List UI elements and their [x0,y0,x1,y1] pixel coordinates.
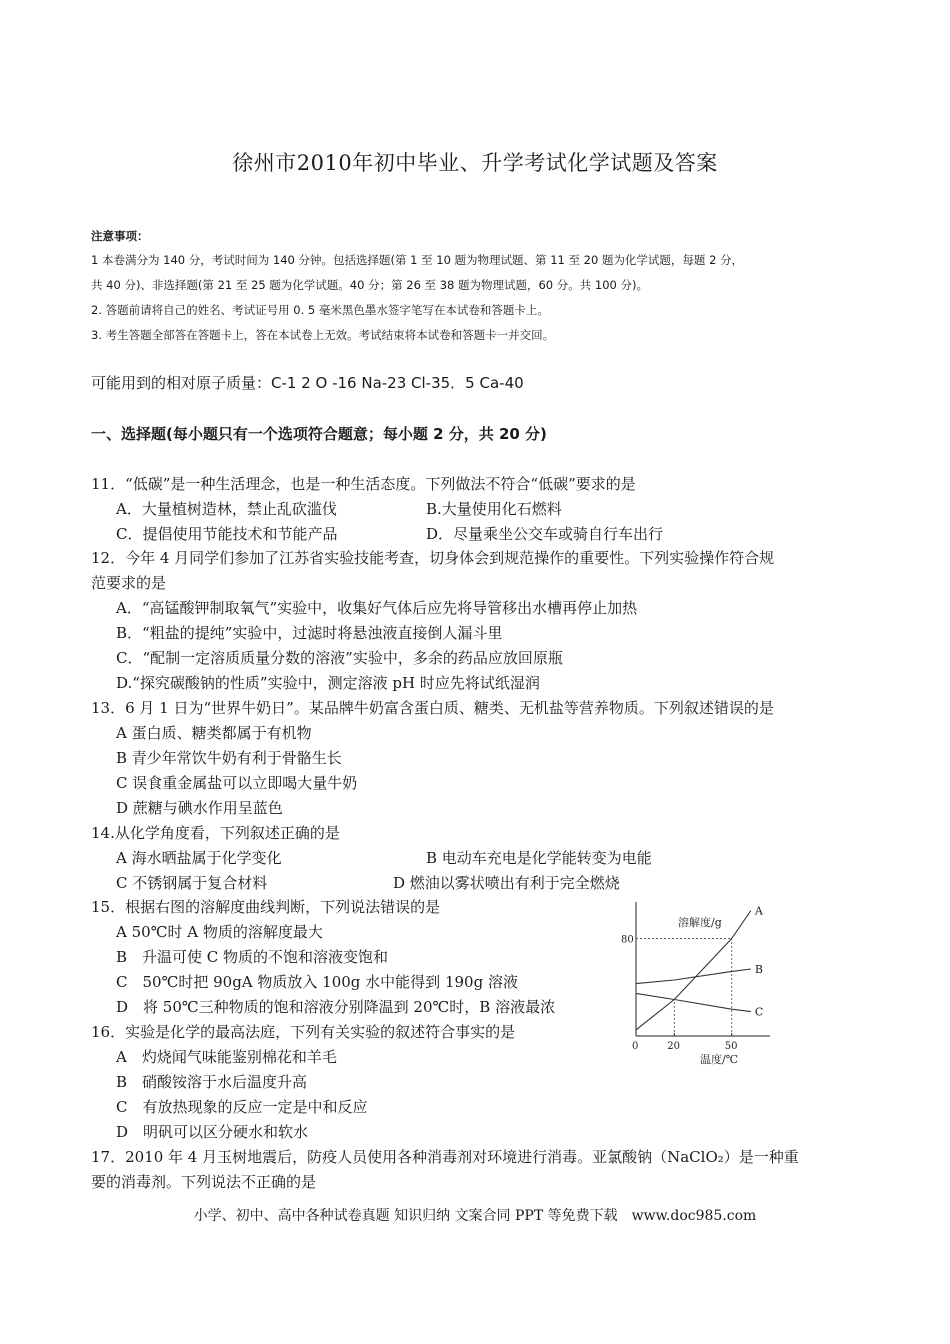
q11-option-d: D．尽量乘坐公交车或骑自行车出行 [426,525,664,543]
y-tick-label-80: 80 [621,934,634,946]
atomic-mass-line: 可能用到的相对原子质量：C-1 2 O -16 Na-23 Cl-35．5 Ca-40 [91,374,524,392]
q16-stem: 16．实验是化学的最高法庭，下列有关实验的叙述符合事实的是 [91,1023,516,1041]
q16-option-a: A 灼烧闻气味能鉴别棉花和羊毛 [116,1048,337,1066]
note-line-1: 1 本卷满分为 140 分，考试时间为 140 分钟。包括选择题(第 1 至 10 题为物理试题、第 11 至 20 题为化学试题，每题 2 分， [91,253,744,267]
q15-option-d: D 将 50℃三种物质的饱和溶液分别降温到 20℃时，B 溶液最浓 [116,998,556,1016]
q16-option-b: B 硝酸铵溶于水后温度升高 [116,1073,308,1091]
q13-option-b: B 青少年常饮牛奶有利于骨骼生长 [116,749,342,767]
note-line-4: 3. 考生答题全部答在答题卡上，答在本试卷上无效。考试结束将本试卷和答题卡一并交回。 [91,328,555,342]
chart-xlabel: 温度/℃ [700,1053,739,1066]
q15-option-b: B 升温可使 C 物质的不饱和溶液变饱和 [116,948,389,966]
x-tick-label-50: 50 [724,1041,738,1052]
q12-option-a: A．“高锰酸钾制取氧气”实验中，收集好气体后应先将导管移出水槽再停止加热 [116,599,638,617]
q14-option-b: B 电动车充电是化学能转变为电能 [426,849,652,867]
notes-heading: 注意事项： [91,229,149,243]
q13-option-d: D 蔗糖与碘水作用呈蓝色 [116,799,283,817]
q13-option-a: A 蛋白质、糖类都属于有机物 [116,724,312,742]
q12-option-b: B．“粗盐的提纯”实验中，过滤时将悬浊液直接倒人漏斗里 [116,624,503,642]
q12-option-d: D.“探究碳酸钠的性质”实验中，测定溶液 pH 时应先将试纸湿润 [116,674,540,692]
chart-title: 溶解度/g [678,916,722,929]
note-line-3: 2. 答题前请将自己的姓名、考试证号用 0. 5 毫米黑色墨水签字笔写在本试卷和答题卡上。 [91,303,549,317]
q14-stem: 14.从化学角度看，下列叙述正确的是 [91,824,340,842]
q14-option-c: C 不锈钢属于复合材料 [116,874,268,892]
q12-stem-line2: 范要求的是 [91,574,167,592]
q12-option-c: C．“配制一定溶质质量分数的溶液”实验中，多余的药品应放回原瓶 [116,649,563,667]
series-line-B [636,969,751,984]
q13-option-c: C 误食重金属盐可以立即喝大量牛奶 [116,774,358,792]
q15-option-a: A 50℃时 A 物质的溶解度最大 [116,923,323,941]
q12-stem-line1: 12．今年 4 月同学们参加了江苏省实验技能考查，切身体会到规范操作的重要性。下列实验操作符合规 [91,549,775,567]
note-line-2: 共 40 分)、非选择题(第 21 至 25 题为化学试题。40 分；第 26 至 38 题为物理试题，60 分。共 100 分)。 [91,278,649,292]
page-title: 徐州市2010年初中毕业、升学考试化学试题及答案 [232,151,718,175]
series-label-A: A [754,904,763,918]
q17-stem-line1: 17．2010 年 4 月玉树地震后，防疫人员使用各种消毒剂对环境进行消毒。亚氯酸钠（NaClO₂）是一种重 [91,1148,799,1166]
q15-option-c: C 50℃时把 90gA 物质放入 100g 水中能得到 190g 溶液 [116,973,518,991]
solubility-chart [620,896,780,1076]
x-tick-label-20: 20 [667,1041,681,1052]
q14-option-a: A 海水晒盐属于化学变化 [116,849,282,867]
q16-option-d: D 明矾可以区分硬水和软水 [116,1123,309,1141]
x-tick-label-0: 0 [632,1041,639,1052]
q11-stem: 11．“低碳”是一种生活理念，也是一种生活态度。下列做法不符合“低碳”要求的是 [91,475,636,493]
series-label-C: C [754,1005,764,1019]
q16-option-c: C 有放热现象的反应一定是中和反应 [116,1098,368,1116]
q11-option-a: A．大量植树造林，禁止乱砍滥伐 [116,500,337,518]
q13-stem: 13．6 月 1 日为“世界牛奶日”。某品牌牛奶富含蛋白质、糖类、无机盐等营养物质。下列叙述错误的是 [91,699,774,717]
q11-option-c: C．提倡使用节能技术和节能产品 [116,525,338,543]
series-label-B: B [754,963,763,976]
section-heading: 一、选择题(每小题只有一个选项符合题意；每小题 2 分，共 20 分) [91,425,547,443]
q11-option-b: B.大量使用化石燃料 [426,500,562,518]
q14-option-d: D 燃油以雾状喷出有利于完全燃烧 [393,874,620,892]
footer-text: 小学、初中、高中各种试卷真题 知识归纳 文案合同 PPT 等免费下载 www.doc985.com [193,1208,757,1224]
series-line-C [636,993,751,1011]
q17-stem-line2: 要的消毒剂。下列说法不正确的是 [91,1173,317,1191]
q15-stem: 15．根据右图的溶解度曲线判断，下列说法错误的是 [91,898,441,916]
